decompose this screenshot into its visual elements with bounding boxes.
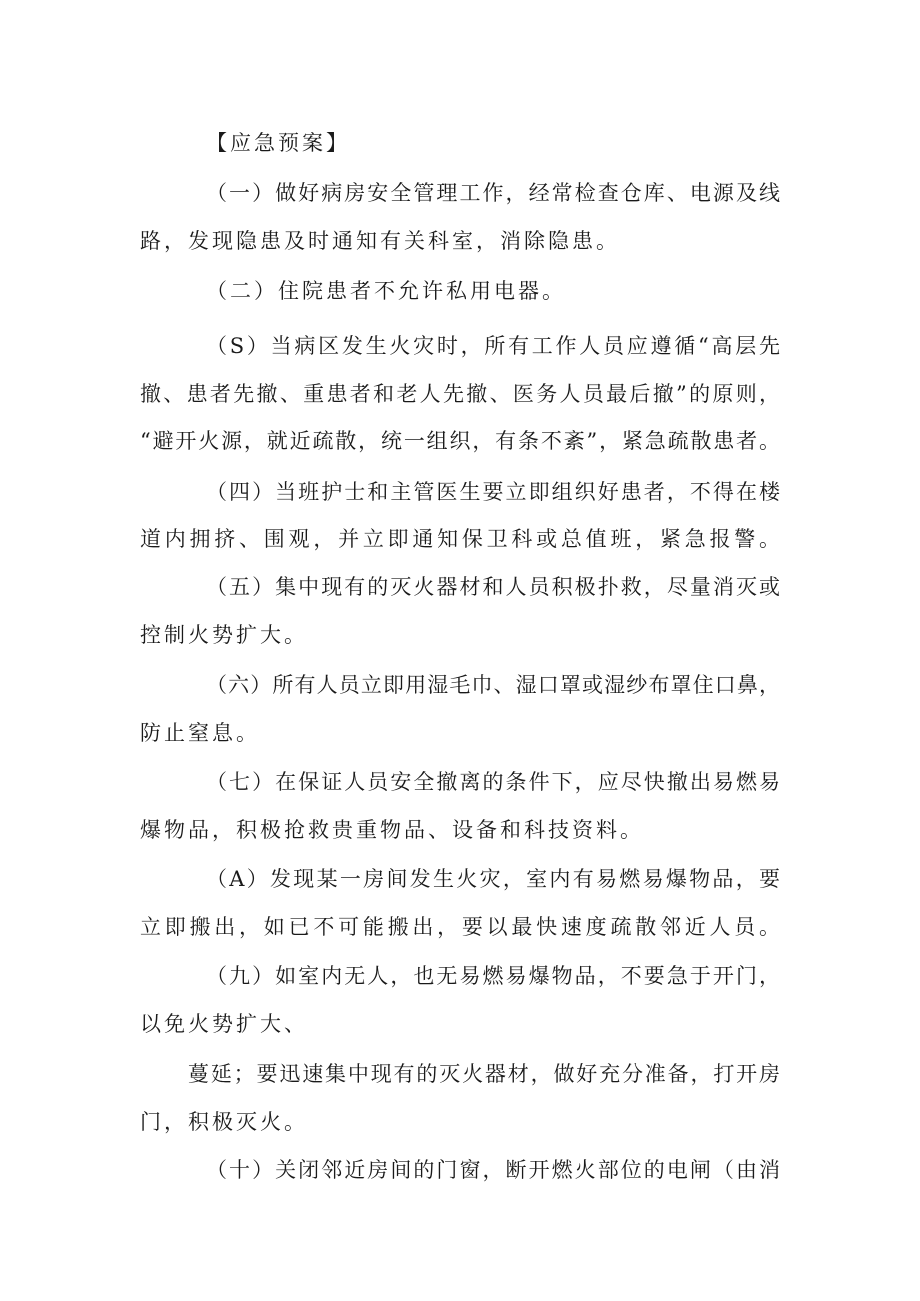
paragraph-4-line-2: 道内拥挤、围观，并立即通知保卫科或总值班，紧急报警。 — [140, 527, 780, 551]
paragraph-5-line-2: 控制火势扩大。 — [140, 623, 308, 647]
paragraph-9-line-2: 以免火势扩大、 — [140, 1012, 308, 1036]
paragraph-2-line-1: （二）住院患者不允许私用电器。 — [206, 279, 566, 303]
paragraph-3-line-1: （S）当病区发生火灾时，所有工作人员应遵循“高层先 — [206, 334, 780, 358]
paragraph-8-line-1: （A）发现某一房间发生火灾，室内有易燃易爆物品，要 — [206, 867, 780, 891]
paragraph-8-line-2: 立即搬出，如已不可能搬出，要以最快速度疏散邻近人员。 — [140, 915, 780, 939]
paragraph-3-line-3: “避开火源，就近疏散，统一组织，有条不紊”，紧急疏散患者。 — [140, 429, 780, 453]
section-heading: 【应急预案】 — [206, 131, 350, 155]
paragraph-1-line-2: 路，发现隐患及时通知有关科室，消除隐患。 — [140, 229, 620, 253]
paragraph-11-line-1: （十）关闭邻近房间的门窗，断开燃火部位的电闸（由消 — [206, 1158, 780, 1182]
paragraph-3-line-2: 撤、患者先撤、重患者和老人先撤、医务人员最后撤”的原则， — [140, 382, 780, 406]
paragraph-1-line-1: （一）做好病房安全管理工作，经常检查仓库、电源及线 — [206, 181, 780, 205]
paragraph-7-line-2: 爆物品，积极抢救贵重物品、设备和科技资料。 — [140, 818, 644, 842]
paragraph-6-line-1: （六）所有人员立即用湿毛巾、湿口罩或湿纱布罩住口鼻， — [206, 673, 780, 697]
paragraph-9-line-1: （九）如室内无人，也无易燃易爆物品，不要急于开门， — [206, 964, 780, 988]
paragraph-6-line-2: 防止窒息。 — [140, 721, 260, 745]
paragraph-4-line-1: （四）当班护士和主管医生要立即组织好患者，不得在楼 — [206, 480, 780, 504]
paragraph-5-line-1: （五）集中现有的灭火器材和人员积极扑救，尽量消灭或 — [206, 575, 780, 599]
paragraph-7-line-1: （七）在保证人员安全撤离的条件下，应尽快撤出易燃易 — [206, 770, 780, 794]
paragraph-10-line-1: 蔓延；要迅速集中现有的灭火器材，做好充分准备，打开房 — [188, 1062, 780, 1086]
paragraph-10-line-2: 门，积极灭火。 — [140, 1110, 308, 1134]
